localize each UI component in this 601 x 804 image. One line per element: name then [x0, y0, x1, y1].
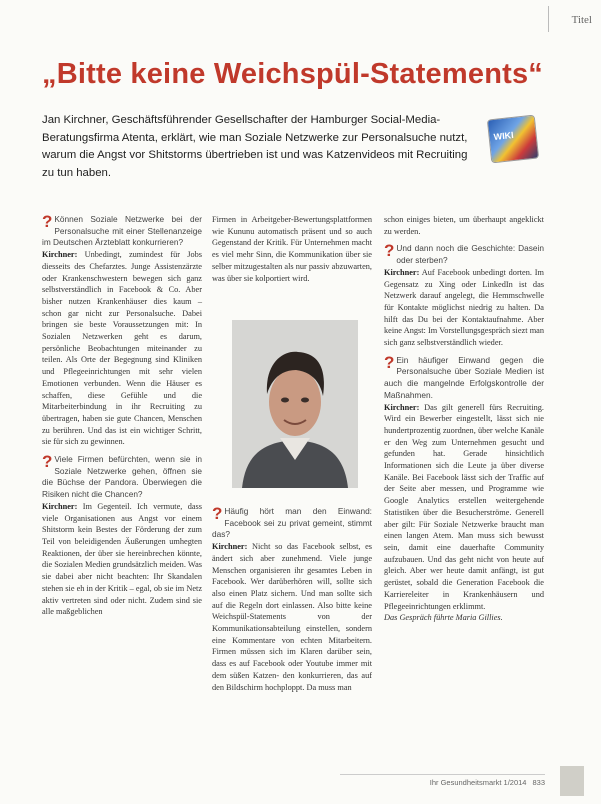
wiki-logo-image: [488, 116, 538, 163]
question-mark-icon: ?: [42, 452, 53, 472]
article-title: „Bitte keine Weichspül-Statements“: [42, 58, 543, 90]
question-paragraph: [212, 506, 372, 541]
question-mark-icon: ?: [384, 352, 395, 372]
speaker-label: Kirchner:: [42, 250, 78, 260]
question-mark-icon: ?: [212, 504, 223, 523]
answer-paragraph: schon einiges bieten, um überhaupt angeklickt zu werden.: [384, 215, 544, 236]
journal-name: Ihr Gesundheitsmarkt 1/2014: [429, 778, 527, 787]
question-text: Und dann noch die Geschichte: Dasein oder sterben?: [396, 243, 544, 266]
interview-credit: Das Gespräch führte Maria Gillies.: [384, 613, 503, 623]
text-column-3: [384, 214, 544, 624]
page-footer: [340, 774, 545, 787]
text-column-1: [42, 214, 202, 618]
answer-text: Das gilt generell fürs Recruiting. Wird ein Bewerber eingestellt, lässt sich nie hundertprozentig zuordnen, über welche Kanäle er den Weg zum Unternehmen gesucht und gefunden hat. Gerade hinsichtlich Informationen sich die Leute ja über diverse Kanäle. Bei Facebook lässt sich der Traffic auf der Seite aber messen, und Programme wie Google Analytics erstellen weitergehende Statistiken über die Besucherströme. Generell aber gilt: Für Soziale Netzwerke braucht man einen langen Atem. Man muss sich bewusst sein, damit eine dauerhafte Community aufzubauen. Und das geht nicht von heute auf gleich. Aber wer heute damit anfängt, ist gut gerüstet, sobald die Generation Facebook die Karriereleiter in Krankenhäusern und Pflegeeinrichtungen erklimmt.: [384, 402, 544, 611]
article-lead: Jan Kirchner, Geschäftsführender Gesellschafter der Hamburger Social-Media-Beratungsfirma Atenta, erklärt, wie man Soziale Netzwerke zur Personalsuche nutzt, warum die Angst vor Shitstorms übertrieben ist und was Katzenvideos mit Recruiting zu tun haben.: [42, 114, 468, 179]
speaker-label: Kirchner:: [384, 402, 420, 412]
answer-text: Auf Facebook unbedingt dorten. Im Gegensatz zu Xing oder LinkedIn ist das Netzwerk darauf angelegt, die Hemmschwelle für Kontakte möglichst niedrig zu halten. Da hilft das Du bei der Kontaktaufnahme. Aber keine Angst: Im Vorstellungsgespräch siezt man sich ganz selbstverständlich wieder.: [384, 267, 544, 348]
question-paragraph: [42, 214, 202, 249]
answer-paragraph: [384, 402, 544, 613]
speaker-label: Kirchner:: [42, 501, 78, 511]
question-text: Viele Firmen befürchten, wenn sie in Soziale Netzwerke gehen, öffnen sie die Büchse der Pandora. Überwiegen die Risiken nicht die Chancen?: [42, 454, 202, 500]
question-mark-icon: ?: [384, 241, 395, 261]
portrait-photo: [232, 320, 358, 488]
question-paragraph: [384, 352, 544, 402]
speaker-label: Kirchner:: [384, 267, 420, 277]
question-text: Häufig hört man den Einwand: Facebook sei zu privat gemeint, stimmt das?: [212, 506, 372, 540]
question-paragraph: [42, 454, 202, 501]
answer-paragraph: [42, 249, 202, 448]
text-column-2: [212, 214, 372, 284]
answer-text: Unbedingt, zumindest für Jobs diesseits des Chefarztes. Junge Assistenzärzte oder Krankenschwestern bewegen sich ganz selbstverständlich in Facebook & Co. Aber bisher nutzen Krankenhäuser dies kaum – schon gar nicht zur Personalsuche. Dabei bringen sie beste Voraussetzungen mit: In Sozialen Netzwerken geht es darum, persönliche Beobachtungen miteinander zu teilen. Als Orte der Begegnung sind Kliniken und Pflegeeinrichtungen mit sehr vielen Emotionen verbunden. Wenn die Häuser es schaffen, diese Gefühle und die Mitarbeiterbindung in ihr Recruiting zu übertragen, haben sie gute Chancen, Menschen zu berühren. Und das ist ein wichtiger Schritt, sie für sich zu gewinnen.: [42, 250, 203, 447]
question-paragraph: [384, 243, 544, 266]
answer-text: Im Gegenteil. Ich vermute, dass viele Organisationen aus Angst vor einem Shitstorm kein Bestes der Förderung der zum Teil von beleidigenden Äußerungen umhegten Reaktionen, der über sie hereinbrechen könnte, die Sozialen Medien grundsätzlich meiden. Was sie dabei aber nicht beachten: Ihr Skandalen stehen sie eh in der Kritik – egal, ob sie im Netz aktiv vertreten sind oder nicht. Zudem sind sie alle maßgeblichen: [42, 501, 203, 617]
answer-paragraph: [42, 501, 202, 618]
speaker-label: Kirchner:: [212, 542, 248, 552]
answer-paragraph: Firmen in Arbeitgeber-Bewertungsplattformen wie Kununu automatisch präsent und so auch Gegenstand der Kritik. Für Unternehmen macht es viel mehr Sinn, die Kommunikation über sie selber mitzugestalten als nur passiv abzuwarten, was über sie kolportiert wird.: [212, 215, 372, 283]
page-tab-marker: [560, 766, 584, 796]
question-mark-icon: ?: [42, 212, 53, 231]
section-rubric: Titel: [548, 6, 592, 32]
text-column-2-lower: [212, 506, 372, 693]
question-text: Können Soziale Netzwerke bei der Personalsuche mit einer Stellenanzeige im Deutschen Ärzteblatt konkurrieren?: [42, 214, 202, 248]
question-text: Ein häufiger Einwand gegen die Personalsuche über Soziale Medien ist auch die mangelnde Erfolgskontrolle der Maßnahmen.: [384, 354, 544, 400]
answer-paragraph: [212, 541, 372, 693]
answer-paragraph: [384, 267, 544, 349]
answer-text: Nicht so das Facebook selbst, es ändert sich aber zunehmend. Viele junge Menschen organisieren ihr gesamtes Leben in Facebook. Wer darüberhören will, sollte sich also einen Platz sichern. Und man sollte sich auf die Regeln dort einlassen. Also bitte keine Weichspül-Statements von der Kommunikationsabteilung einstellen, sondern eine Kommentare von echten Mitarbeitern. Firmen müssen sich im Klaren darüber sein, dass es auf Facebook oder Youtube immer mit dem süßen Katzen- den konkurrieren, das auf den Bildschirm hochploppt. Da muss man: [212, 542, 372, 692]
logo-text: WIKI: [493, 129, 515, 142]
page-number: 833: [532, 778, 545, 787]
portrait-illustration: [232, 320, 358, 488]
